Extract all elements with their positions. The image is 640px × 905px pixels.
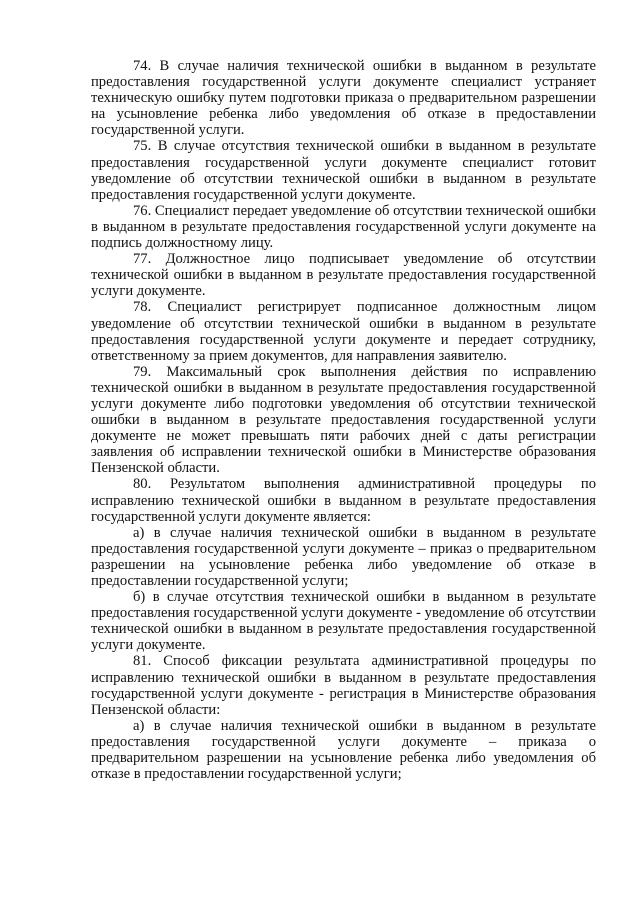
- paragraph-74: 74. В случае наличия технической ошибки в выданном в результате предоставления государственной услуги документе специалист устраняет техническую ошибку путем подготовки приказа о предварительном разрешении на усыновление ребенка либо уведомления об отказе в предоставлении государственной услуги.: [91, 58, 596, 139]
- paragraph-80-b: б) в случае отсутствия технической ошибки в выданном в результате предоставления государственной услуги документе - уведомление об отсутствии технической ошибки в выданном в результате предоставления государственной услуги документе.: [91, 589, 596, 654]
- paragraph-79: 79. Максимальный срок выполнения действия по исправлению технической ошибки в выданном в результате предоставления государственной услуги документе либо подготовки уведомления об отсутствии технической ошибки в выданном в результате предоставления государственной услуги документе не может превышать пяти рабочих дней с даты регистрации заявления об исправлении технической ошибки в Министерстве образования Пензенской области.: [91, 363, 596, 477]
- paragraph-77: 77. Должностное лицо подписывает уведомление об отсутствии технической ошибки в выданном в результате предоставления государственной услуги документе.: [91, 251, 596, 300]
- paragraph-80-a: а) в случае наличия технической ошибки в выданном в результате предоставления государственной услуги документе – приказ о предварительном разрешении на усыновление ребенка либо уведомление об отказе в предоставлении государственной услуги;: [91, 524, 596, 589]
- paragraph-78: 78. Специалист регистрирует подписанное должностным лицом уведомление об отсутствии технической ошибки в выданном в результате предоставления государственной услуги документе и передает сотруднику, ответственному за прием документов, для направления заявителю.: [91, 299, 596, 364]
- paragraph-81: 81. Способ фиксации результата административной процедуры по исправлению технической ошибки в выданном в результате предоставления государственной услуги документе - регистрация в Министерстве образования Пензенской области:: [91, 653, 596, 718]
- paragraph-81-a: а) в случае наличия технической ошибки в выданном в результате предоставления государственной услуги документе – приказа о предварительном разрешении на усыновление ребенка либо уведомления об отказе в предоставлении государственной услуги;: [91, 717, 596, 783]
- paragraph-76: 76. Специалист передает уведомление об отсутствии технической ошибки в выданном в результате предоставления государственной услуги документе на подпись должностному лицу.: [91, 202, 596, 252]
- document-page: [91, 58, 596, 782]
- paragraph-75: 75. В случае отсутствия технической ошибки в выданном в результате предоставления государственной услуги документе специалист готовит уведомление об отсутствии технической ошибки в выданном в результате предоставления государственной услуги документе.: [91, 138, 596, 203]
- paragraph-80: 80. Результатом выполнения административной процедуры по исправлению технической ошибки в выданном в результате предоставления государственной услуги документе является:: [91, 476, 596, 525]
